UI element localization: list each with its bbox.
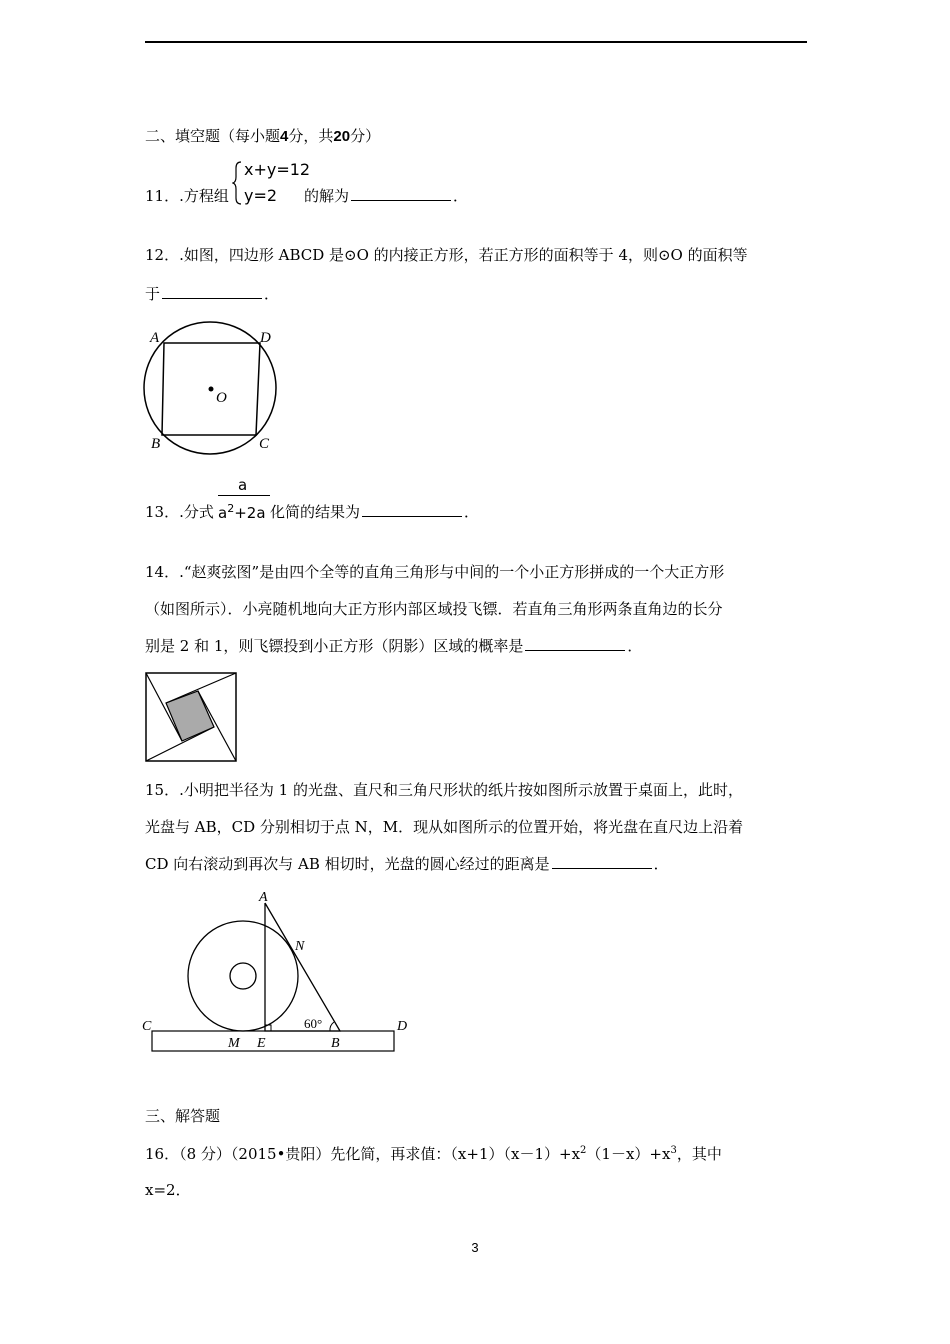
question-11: 11．.方程组 [145, 187, 229, 205]
question-14-line-1: 14．.“赵爽弦图”是由四个全等的直角三角形与中间的一个小正方形拼成的一个大正方形 [145, 563, 725, 581]
equation-system [232, 158, 312, 208]
label-n: N [295, 939, 305, 954]
section-3-title: 三、解答题 [145, 1107, 221, 1125]
disk-hole [230, 963, 256, 989]
set-square [265, 903, 340, 1031]
question-15-line-3: CD 向右滚动到再次与 AB 相切时，光盘的圆心经过的距离是 ． [145, 855, 669, 873]
numerator: a [238, 476, 248, 494]
answer-blank[interactable] [362, 502, 462, 517]
label-c: C [142, 1019, 152, 1034]
answer-blank[interactable] [162, 284, 262, 299]
disk-ruler-triangle-figure [138, 888, 418, 1058]
label-m: M [228, 1036, 240, 1051]
label-d: D [260, 330, 271, 346]
answer-blank[interactable] [351, 186, 451, 201]
fraction-bar [218, 495, 270, 496]
label-o: O [216, 390, 227, 406]
question-14-line-3: 别是 2 和 1，则飞镖投到小正方形（阴影）区域的概率是 ． [145, 637, 643, 655]
question-11-answer: 的解为 ． [304, 187, 469, 205]
answer-blank[interactable] [552, 854, 652, 869]
label-a: A [259, 890, 268, 905]
label-c: C [259, 436, 270, 452]
label-a: A [150, 330, 160, 346]
header-rule [145, 41, 807, 43]
question-14-line-2: （如图所示）．小亮随机地向大正方形内部区域投飞镖．若直角三角形两条直角边的长分 [145, 600, 723, 618]
question-15-line-1: 15．.小明把半径为 1 的光盘、直尺和三角尺形状的纸片按如图所示放置于桌面上，此时， [145, 781, 743, 799]
label-b: B [331, 1036, 340, 1051]
question-13-answer: 化简的结果为 ． [270, 503, 480, 521]
question-16-line-2: x=2． [145, 1181, 191, 1199]
ruler [152, 1031, 394, 1051]
label-b: B [151, 436, 161, 452]
zhao-shuang-diagram [144, 671, 239, 763]
label-e: E [257, 1036, 266, 1051]
inscribed-square-figure [140, 318, 290, 458]
question-16-line-1: 16．（8 分）（2015•贵阳）先化简，再求值：$(x+1)(x-1)+x^2(1-x)+x^3$，其中 [145, 1145, 722, 1163]
angle-arc [330, 1022, 334, 1031]
denominator: $a^2+2a$ [218, 502, 266, 522]
disk-outer [188, 921, 298, 1031]
equation-1: x+y=12 [244, 160, 311, 179]
fraction [216, 476, 272, 526]
question-13: 13．.分式 [145, 503, 214, 521]
small-square-shaded [166, 691, 214, 741]
page-number: 3 [471, 1240, 479, 1255]
label-d: D [397, 1019, 408, 1034]
equation-2: y=2 [244, 186, 278, 205]
question-12-line-1: 12．.如图，四边形 ABCD 是⊙O 的内接正方形，若正方形的面积等于 4，则⊙O 的面积等 [145, 246, 748, 264]
answer-blank[interactable] [525, 636, 625, 651]
angle-60: 60° [304, 1016, 323, 1031]
center-point [209, 387, 214, 392]
question-12-line-2: 于 ． [145, 285, 280, 303]
question-15-line-2: 光盘与 AB，CD 分别相切于点 N，M．现从如图所示的位置开始，将光盘在直尺边上沿着 [145, 818, 744, 836]
section-2-title: 二、填空题（每小题4分，共20分） [145, 127, 381, 145]
